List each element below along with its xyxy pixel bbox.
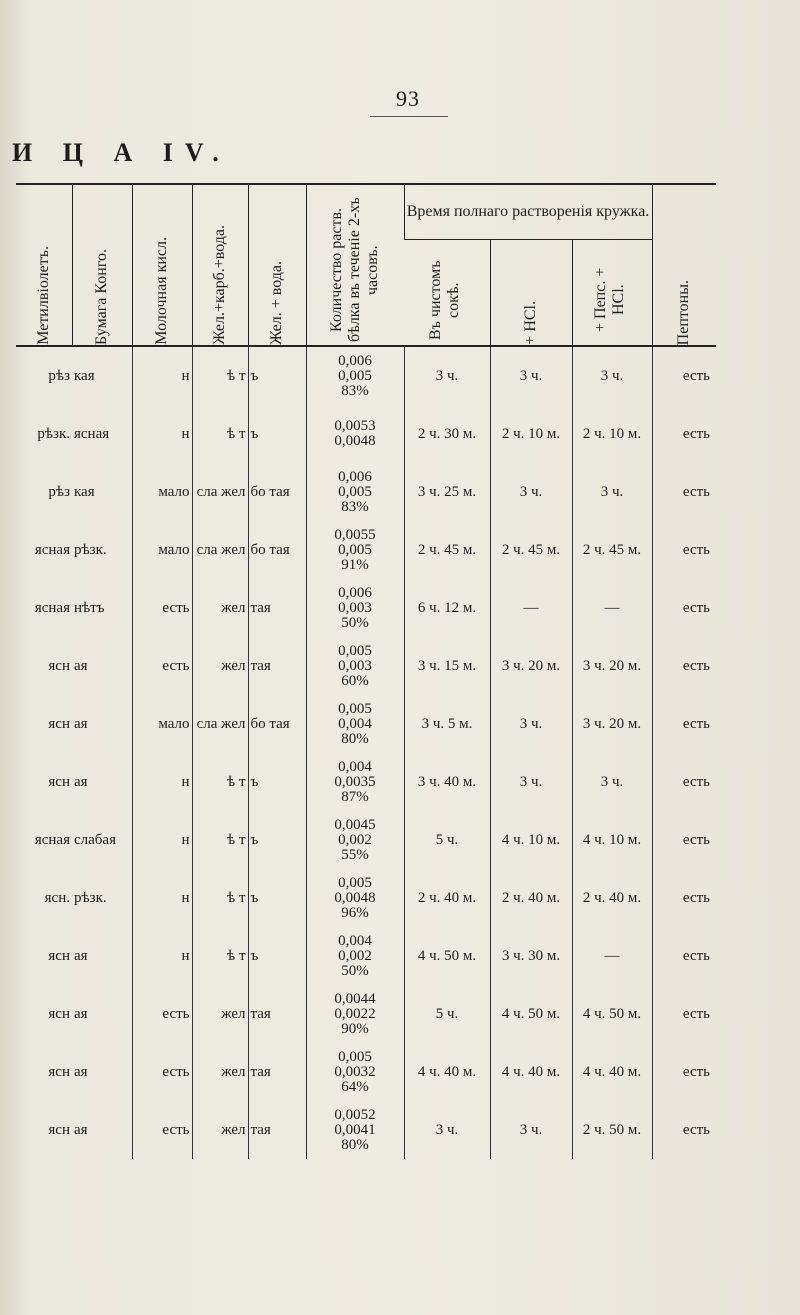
cell-iron-water: тая (248, 1101, 306, 1159)
protein-amount-value: 0,005 (338, 1048, 372, 1065)
cell-methyl-violet: ясн (48, 773, 70, 790)
cell-peptones: есть (652, 346, 716, 405)
protein-amount-value: 0,005 (338, 541, 372, 558)
cell-iron-carb-water: сла жел (192, 521, 248, 579)
protein-amount-value: 91% (341, 556, 369, 573)
cell-peptones: есть (652, 811, 716, 869)
cell-time-pure-juice: 3 ч. 5 м. (404, 695, 490, 753)
cell-time-pure-juice: 3 ч. 15 м. (404, 637, 490, 695)
table-row (16, 985, 716, 1043)
cell-peptones: есть (652, 579, 716, 637)
cell-peptones: есть (652, 869, 716, 927)
cell-time-pepsin-hcl: 4 ч. 40 м. (572, 1043, 652, 1101)
cell-protein-amount (306, 463, 404, 521)
protein-amount-value: 0,006 (338, 584, 372, 601)
protein-amount-value: 83% (341, 382, 369, 399)
cell-time-pepsin-hcl: 2 ч. 10 м. (572, 405, 652, 463)
cell-lactic-acid: н (132, 405, 192, 463)
cell-congo-paper: рѣзк. (74, 541, 107, 558)
protein-amount-value: 50% (341, 614, 369, 631)
protein-amount-value: 64% (341, 1078, 369, 1095)
col-header-methyl-violet: Метилвіолетъ. (16, 184, 72, 346)
cell-peptones: есть (652, 637, 716, 695)
cell-lactic-acid: н (132, 753, 192, 811)
cell-congo-paper: ая (74, 773, 88, 790)
protein-amount-value: 0,005 (338, 483, 372, 500)
cell-lactic-acid: н (132, 811, 192, 869)
cell-congo-paper: ая (74, 1063, 88, 1080)
col-header-lactic-acid: Молочная кисл. (132, 184, 192, 346)
cell-time-pure-juice: 2 ч. 45 м. (404, 521, 490, 579)
cell-iron-carb-water: жел (192, 637, 248, 695)
table-row (16, 637, 716, 695)
protein-amount-value: 0,0035 (334, 773, 376, 790)
cell-iron-carb-water: сла жел (192, 695, 248, 753)
cell-congo-paper: ая (74, 715, 88, 732)
cell-time-pepsin-hcl: 2 ч. 45 м. (572, 521, 652, 579)
table-row (16, 1043, 716, 1101)
cell-congo-paper: ая (74, 657, 88, 674)
cell-iron-carb-water: ѣ т (192, 405, 248, 463)
cell-time-hcl: 3 ч. (490, 346, 572, 405)
protein-amount-value: 0,003 (338, 657, 372, 674)
cell-iron-carb-water: ѣ т (192, 753, 248, 811)
cell-iron-carb-water: ѣ т (192, 811, 248, 869)
protein-amount-value: 50% (341, 962, 369, 979)
cell-lactic-acid: мало (132, 521, 192, 579)
cell-time-hcl: 2 ч. 40 м. (490, 869, 572, 927)
cell-methyl-violet: ясн. (44, 889, 70, 906)
protein-amount-value: 0,003 (338, 599, 372, 616)
col-header-peptones: Пептоны. (652, 184, 716, 346)
cell-lactic-acid: мало (132, 695, 192, 753)
protein-amount-value: 0,004 (338, 932, 372, 949)
data-table (16, 183, 716, 1159)
cell-time-pepsin-hcl: 3 ч. (572, 463, 652, 521)
protein-amount-value: 0,0048 (334, 433, 376, 449)
protein-amount-value: 80% (341, 730, 369, 747)
cell-congo-paper: слабая (74, 831, 116, 848)
cell-peptones: есть (652, 927, 716, 985)
cell-iron-carb-water: жел (192, 985, 248, 1043)
protein-amount-value: 96% (341, 904, 369, 921)
table-row (16, 463, 716, 521)
cell-iron-water: ъ (248, 811, 306, 869)
cell-time-pepsin-hcl: — (572, 579, 652, 637)
cell-iron-carb-water: ѣ т (192, 346, 248, 405)
protein-amount-value: 0,0048 (334, 889, 376, 906)
cell-methyl-violet: рѣз (48, 483, 70, 500)
cell-peptones: есть (652, 463, 716, 521)
cell-protein-amount (306, 405, 404, 463)
cell-time-pure-juice: 3 ч. (404, 346, 490, 405)
cell-lactic-acid: н (132, 869, 192, 927)
col-header-pepsin-hcl: + Пепс. + HCl. (572, 240, 652, 346)
cell-time-hcl: 4 ч. 40 м. (490, 1043, 572, 1101)
protein-amount-value: 0,002 (338, 947, 372, 964)
cell-time-pepsin-hcl: 3 ч. (572, 346, 652, 405)
table-row (16, 405, 716, 463)
cell-time-pure-juice: 2 ч. 30 м. (404, 405, 490, 463)
cell-protein-amount (306, 927, 404, 985)
cell-iron-water: бо тая (248, 695, 306, 753)
protein-amount-value: 0,0052 (334, 1106, 376, 1123)
page-number: 93 (396, 86, 420, 111)
cell-protein-amount (306, 1043, 404, 1101)
cell-methyl-violet: ясная (34, 599, 70, 616)
cell-iron-water: ъ (248, 869, 306, 927)
col-group-dissolution-time: Время полнаго растворенія кружка. (404, 184, 652, 240)
protein-amount-value: 0,006 (338, 468, 372, 485)
cell-lactic-acid: есть (132, 637, 192, 695)
cell-peptones: есть (652, 695, 716, 753)
cell-methyl-violet: ясн (48, 1121, 70, 1138)
cell-time-hcl: 3 ч. 20 м. (490, 637, 572, 695)
cell-lactic-acid: н (132, 346, 192, 405)
cell-peptones: есть (652, 521, 716, 579)
cell-iron-carb-water: жел (192, 1043, 248, 1101)
cell-iron-carb-water: жел (192, 579, 248, 637)
cell-time-pepsin-hcl: 3 ч. 20 м. (572, 695, 652, 753)
cell-protein-amount (306, 869, 404, 927)
cell-time-pure-juice: 4 ч. 50 м. (404, 927, 490, 985)
cell-time-hcl: 4 ч. 50 м. (490, 985, 572, 1043)
cell-time-pepsin-hcl: 2 ч. 50 м. (572, 1101, 652, 1159)
cell-iron-water: ъ (248, 405, 306, 463)
cell-iron-water: тая (248, 1043, 306, 1101)
cell-time-hcl: 2 ч. 45 м. (490, 521, 572, 579)
cell-methyl-violet: ясн (48, 1063, 70, 1080)
protein-amount-value: 0,0022 (334, 1005, 376, 1022)
cell-methyl-violet: ясн (48, 947, 70, 964)
cell-congo-paper: ая (74, 1005, 88, 1022)
cell-time-pure-juice: 4 ч. 40 м. (404, 1043, 490, 1101)
cell-protein-amount (306, 521, 404, 579)
cell-peptones: есть (652, 1101, 716, 1159)
cell-lactic-acid: есть (132, 1101, 192, 1159)
cell-time-pepsin-hcl: 2 ч. 40 м. (572, 869, 652, 927)
protein-amount-value: 87% (341, 788, 369, 805)
cell-iron-carb-water: жел (192, 1101, 248, 1159)
protein-amount-value: 0,005 (338, 874, 372, 891)
table-row (16, 521, 716, 579)
cell-protein-amount (306, 1101, 404, 1159)
cell-iron-water: ъ (248, 927, 306, 985)
table-row (16, 869, 716, 927)
col-header-pure-juice: Въ чистомъ сокѣ. (404, 240, 490, 346)
cell-iron-carb-water: сла жел (192, 463, 248, 521)
col-header-hcl: + HCl. (490, 240, 572, 346)
protein-amount-value: 0,004 (338, 715, 372, 732)
col-header-protein-amount: Количество раств. бѣлка въ теченіе 2-хъ часовъ. (306, 184, 404, 346)
protein-amount-value: 0,005 (338, 700, 372, 717)
cell-time-pepsin-hcl: — (572, 927, 652, 985)
protein-amount-value: 90% (341, 1020, 369, 1037)
cell-time-hcl: 3 ч. 30 м. (490, 927, 572, 985)
cell-congo-paper: ая (74, 947, 88, 964)
cell-lactic-acid: есть (132, 579, 192, 637)
table-row (16, 1101, 716, 1159)
cell-iron-carb-water: ѣ т (192, 927, 248, 985)
cell-peptones: есть (652, 1043, 716, 1101)
cell-protein-amount (306, 753, 404, 811)
cell-congo-paper: нѣтъ (74, 599, 105, 616)
protein-amount-value: 0,0045 (334, 816, 376, 833)
cell-protein-amount (306, 637, 404, 695)
cell-congo-paper: кая (74, 483, 95, 500)
cell-methyl-violet: рѣз (48, 367, 70, 384)
protein-amount-value: 0,0055 (334, 526, 376, 543)
cell-peptones: есть (652, 985, 716, 1043)
cell-methyl-violet: ясн (48, 657, 70, 674)
cell-time-hcl: 3 ч. (490, 463, 572, 521)
cell-time-pure-juice: 2 ч. 40 м. (404, 869, 490, 927)
cell-congo-paper: ая (74, 1121, 88, 1138)
col-header-congo-paper: Бумага Конго. (72, 184, 132, 346)
cell-peptones: есть (652, 753, 716, 811)
cell-iron-water: тая (248, 985, 306, 1043)
protein-amount-value: 0,006 (338, 352, 372, 369)
page-number-rule (370, 116, 448, 117)
cell-iron-water: ъ (248, 346, 306, 405)
cell-protein-amount (306, 579, 404, 637)
cell-iron-water: бо тая (248, 521, 306, 579)
table-row (16, 811, 716, 869)
protein-amount-value: 0,005 (338, 642, 372, 659)
protein-amount-value: 0,004 (338, 758, 372, 775)
cell-time-pepsin-hcl: 3 ч. 20 м. (572, 637, 652, 695)
cell-time-pure-juice: 3 ч. 40 м. (404, 753, 490, 811)
cell-lactic-acid: есть (132, 1043, 192, 1101)
cell-time-hcl: 2 ч. 10 м. (490, 405, 572, 463)
protein-amount-value: 83% (341, 498, 369, 515)
cell-lactic-acid: мало (132, 463, 192, 521)
cell-congo-paper: рѣзк. (74, 889, 107, 906)
cell-iron-water: тая (248, 637, 306, 695)
protein-amount-value: 0,005 (338, 367, 372, 384)
table-row (16, 927, 716, 985)
protein-amount-value: 0,0032 (334, 1063, 376, 1080)
cell-lactic-acid: есть (132, 985, 192, 1043)
cell-iron-water: тая (248, 579, 306, 637)
cell-peptones: есть (652, 405, 716, 463)
cell-iron-water: ъ (248, 753, 306, 811)
cell-time-hcl: 3 ч. (490, 695, 572, 753)
cell-time-pure-juice: 5 ч. (404, 985, 490, 1043)
protein-amount-value: 0,0044 (334, 990, 376, 1007)
cell-time-pure-juice: 3 ч. 25 м. (404, 463, 490, 521)
protein-amount-value: 0,002 (338, 831, 372, 848)
col-header-iron-carb-water: Жел.+карб.+вода. (192, 184, 248, 346)
cell-time-pepsin-hcl: 4 ч. 10 м. (572, 811, 652, 869)
protein-amount-value: 55% (341, 846, 369, 863)
cell-iron-carb-water: ѣ т (192, 869, 248, 927)
cell-methyl-violet: ясная (34, 831, 70, 848)
cell-time-pepsin-hcl: 3 ч. (572, 753, 652, 811)
table-heading: И Ц А IV. (12, 138, 231, 167)
cell-time-hcl: 4 ч. 10 м. (490, 811, 572, 869)
cell-lactic-acid: н (132, 927, 192, 985)
protein-amount-value: 0,0053 (334, 418, 376, 434)
cell-iron-water: бо тая (248, 463, 306, 521)
cell-methyl-violet: ясная (34, 541, 70, 558)
cell-congo-paper: ясная (74, 425, 110, 442)
protein-amount-value: 0,0041 (334, 1121, 376, 1138)
table-row (16, 579, 716, 637)
cell-protein-amount (306, 985, 404, 1043)
protein-amount-value: 80% (341, 1136, 369, 1153)
cell-time-hcl: — (490, 579, 572, 637)
cell-time-pure-juice: 6 ч. 12 м. (404, 579, 490, 637)
cell-time-hcl: 3 ч. (490, 753, 572, 811)
cell-protein-amount (306, 695, 404, 753)
cell-time-hcl: 3 ч. (490, 1101, 572, 1159)
protein-amount-value: 60% (341, 672, 369, 689)
cell-time-pure-juice: 3 ч. (404, 1101, 490, 1159)
cell-methyl-violet: ясн (48, 1005, 70, 1022)
cell-methyl-violet: рѣзк. (37, 425, 70, 442)
cell-protein-amount (306, 346, 404, 405)
cell-time-pure-juice: 5 ч. (404, 811, 490, 869)
table-row (16, 753, 716, 811)
cell-protein-amount (306, 811, 404, 869)
cell-time-pepsin-hcl: 4 ч. 50 м. (572, 985, 652, 1043)
table-row (16, 695, 716, 753)
col-header-iron-water: Жел. + вода. (248, 184, 306, 346)
cell-congo-paper: кая (74, 367, 95, 384)
cell-methyl-violet: ясн (48, 715, 70, 732)
table-row (16, 346, 716, 405)
